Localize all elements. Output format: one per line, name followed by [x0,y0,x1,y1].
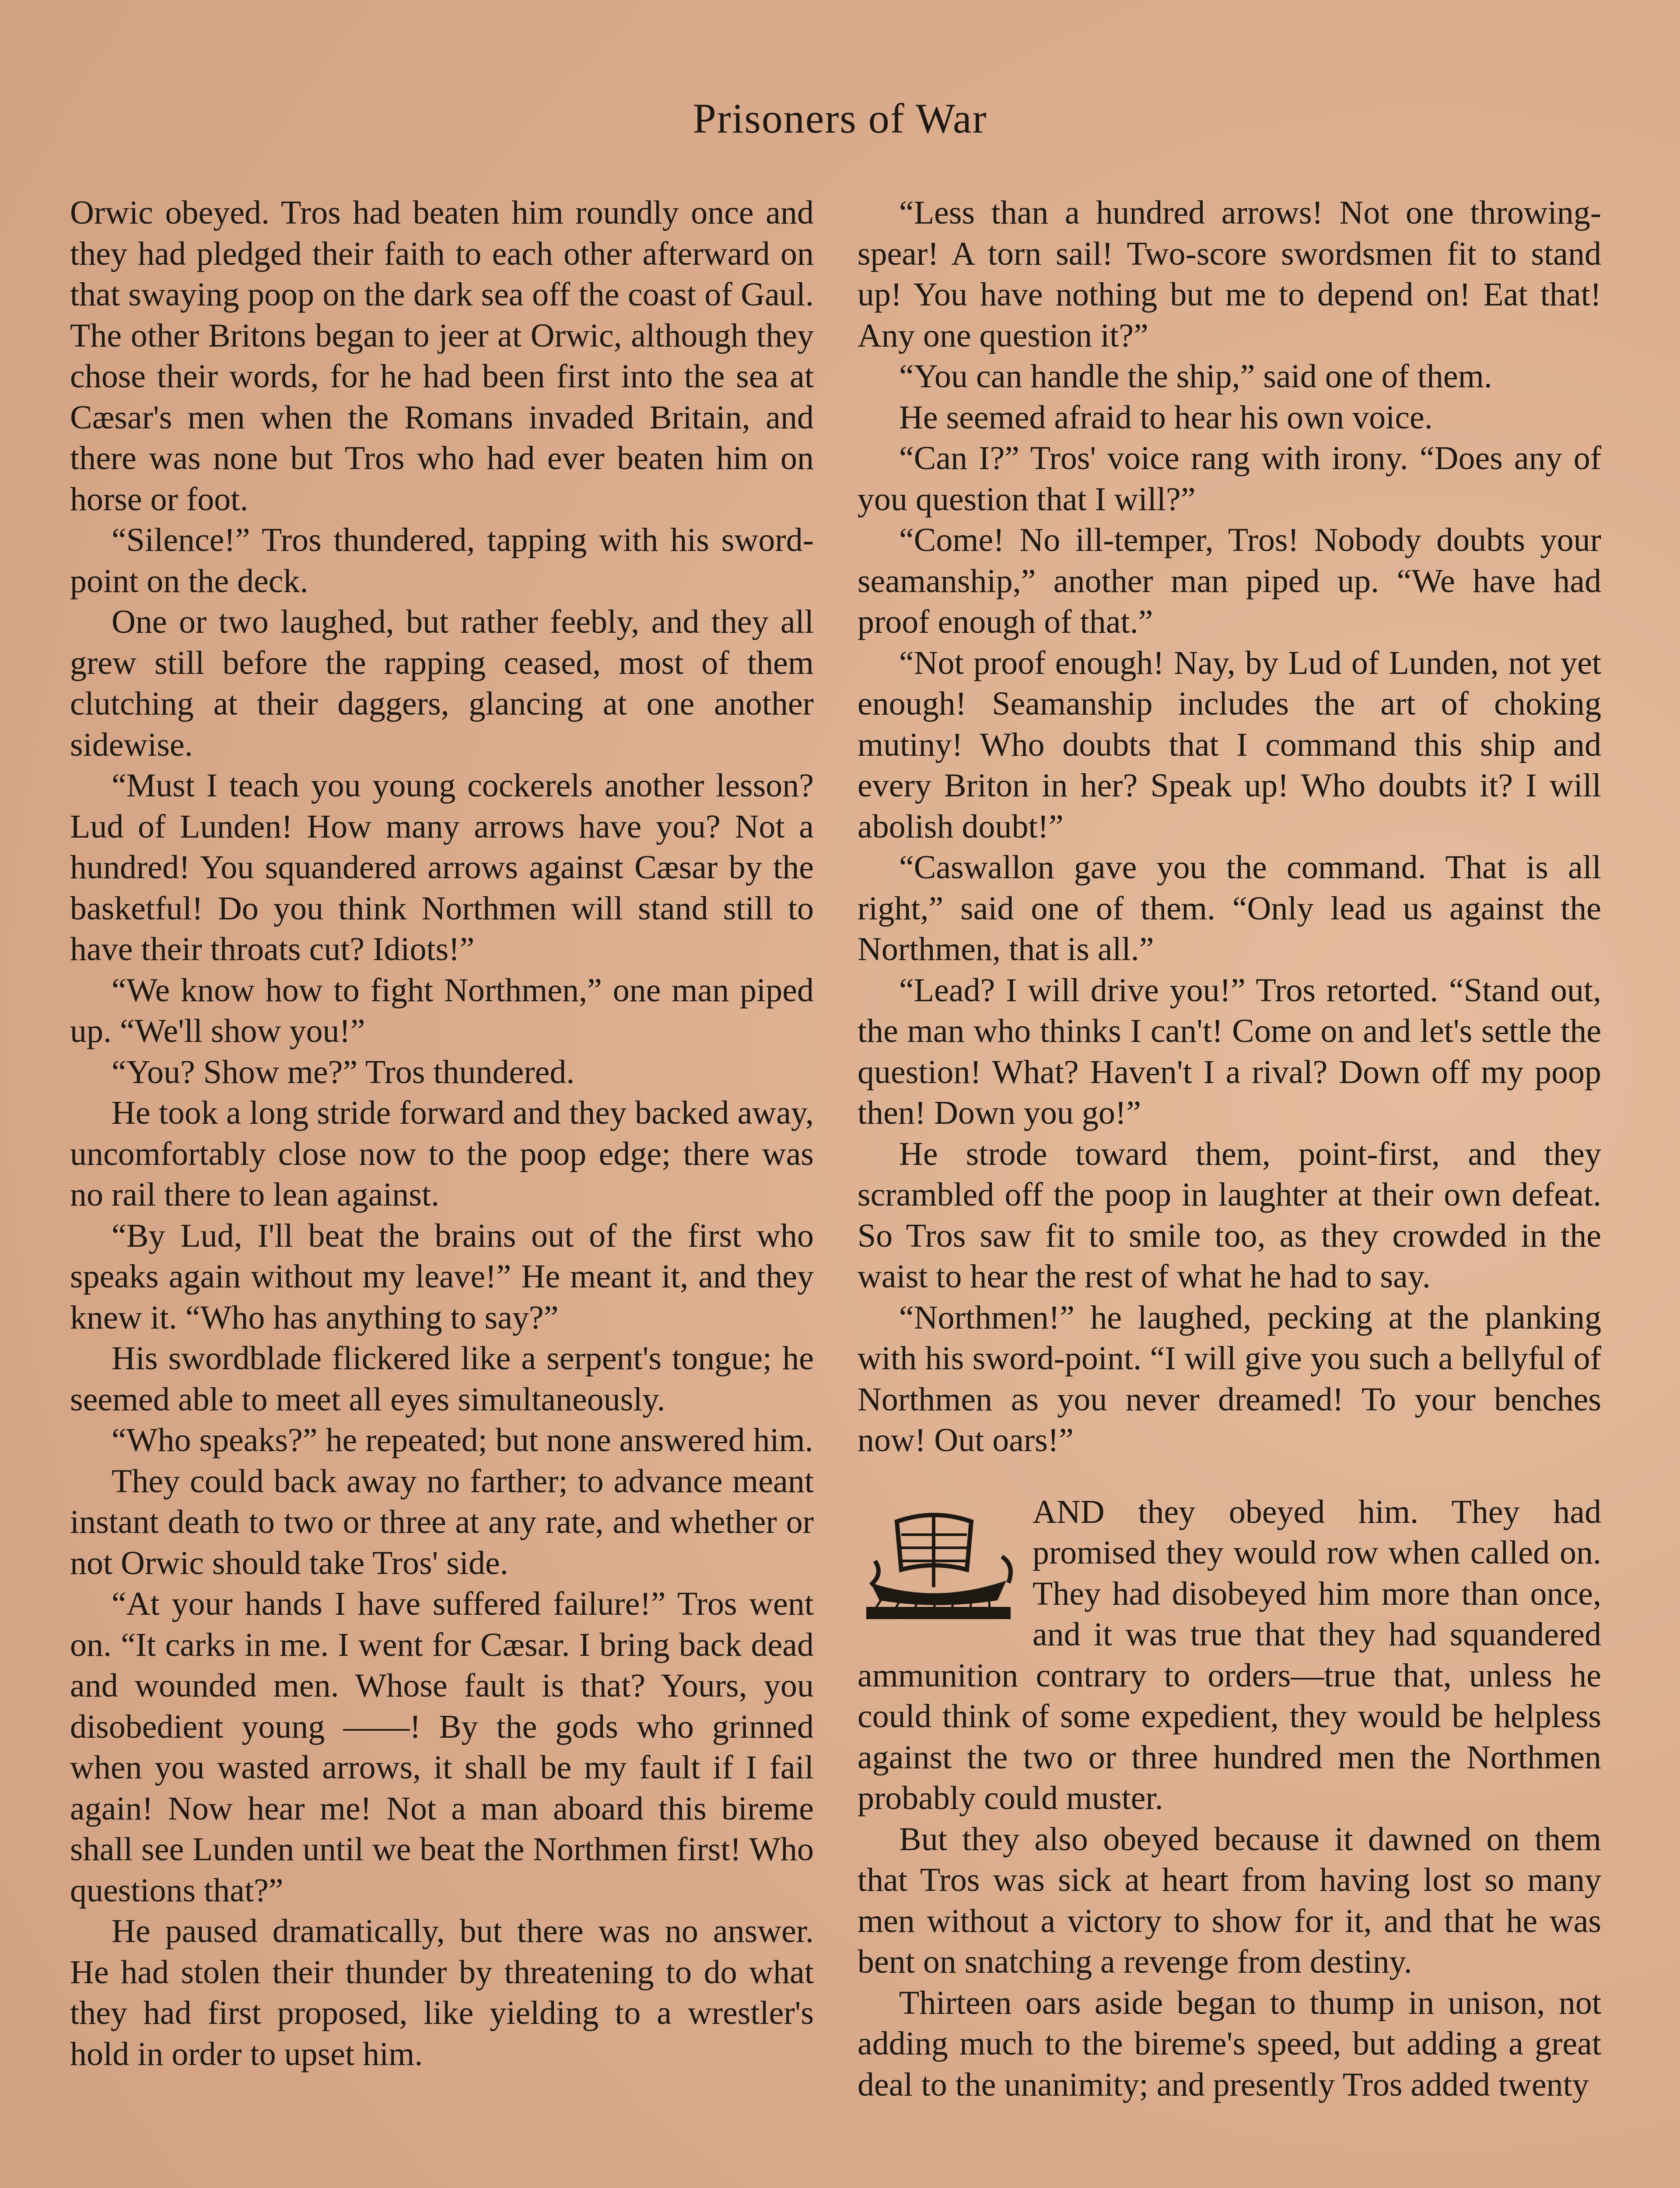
page-title: Prisoners of War [693,95,987,142]
paragraph: “Silence!” Tros thundered, tapping with his sword-point on the deck. [70,522,814,600]
section-break [858,1461,1601,1492]
paragraph: “At your hands I have suffered failure!” Tros went on. “It carks in me. I went for Cæsar. I bring back dead and wounded men. Whose fault is that? Yours, you disobedient young ——! By the gods who grinned when you wasted arrows, it shall be my fault if I fail again! Now hear me! Not a man aboard this bireme shall see Lunden until we beat the Northmen first! Who questions that?” [70,1585,814,1909]
paragraph: “Caswallon gave you the command. That is all right,” said one of them. “Only lead us against the Northmen, that is all.” [858,849,1601,968]
paragraph: One or two laughed, but rather feebly, and they all grew still before the rapping ceased, most of them clutching at their daggers, glancing at one another sidewise. [70,603,814,763]
paragraph: “Northmen!” he laughed, pecking at the planking with his sword-point. “I will give you such a bellyful of Northmen as you never dreamed! To your benches now! Out oars!” [858,1299,1601,1459]
paragraph: AND they obeyed him. They had promised they would row when called on. They had disobeyed him more than once, and it was true that they had squandered ammunition contrary to orders—true that, unless he could think of some expedient, they would be helpless against the two or three hundred men the Northmen probably could muster. [858,1493,1601,1816]
paragraph: He strode toward them, point-first, and they scrambled off the poop in laughter at their own defeat. So Tros saw fit to smile too, as they crowded in the waist to hear the rest of what he had to say. [858,1135,1601,1295]
paragraph: “Come! No ill-temper, Tros! Nobody doubts your seamanship,” another man piped up. “We have had proof enough of that.” [858,522,1601,640]
paragraph: “Less than a hundred arrows! Not one throwing-spear! A torn sail! Two-score swordsmen fit to stand up! You have nothing but me to depend on! Eat that! Any one question it?” [858,194,1601,354]
paragraph: He paused dramatically, but there was no answer. He had stolen their thunder by threatening to do what they had first proposed, like yielding to a wrestler's hold in order to upset him. [70,1913,814,2072]
galley-ship-icon [858,1495,1019,1627]
paragraph: “Who speaks?” he repeated; but none answered him. [112,1422,813,1459]
paragraph: “Must I teach you young cockerels another lesson? Lud of Lunden! How many arrows have you? Not a hundred! You squandered arrows against Cæsar by the basketful! Do you think Northmen will stand still to have their throats cut? Idiots!” [70,767,814,968]
paragraph: His swordblade flickered like a serpent's tongue; he seemed able to meet all eyes simultaneously. [70,1340,814,1418]
left-column [70,193,814,2188]
paragraph: “We know how to fight Northmen,” one man piped up. “We'll show you!” [70,971,814,1049]
paragraph: “Lead? I will drive you!” Tros retorted. “Stand out, the man who thinks I can't! Come on and let's settle the question! What? Haven't I a rival? Down off my poop then! Down you go!” [858,971,1601,1131]
paragraph: But they also obeyed because it dawned on them that Tros was sick at heart from having lost so many men without a victory to show for it, and that he was bent on snatching a revenge from destiny. [858,1820,1601,1980]
paragraph: “Not proof enough! Nay, by Lud of Lunden, not yet enough! Seamanship includes the art of choking mutiny! Who doubts that I command this ship and every Briton in her? Speak up! Who doubts it? I will abolish doubt!” [858,644,1601,845]
paragraph: “You can handle the ship,” said one of them. [899,358,1492,395]
paragraph: They could back away no farther; to advance meant instant death to two or three at any rate, and whether or not Orwic should take Tros' side. [70,1462,814,1581]
paragraph: He took a long stride forward and they backed away, uncomfortably close now to the poop edge; there was no rail there to lean against. [70,1094,814,1213]
paragraph: “By Lud, I'll beat the brains out of the first who speaks again without my leave!” He meant it, and they knew it. “Who has anything to say?” [70,1217,814,1336]
paragraph: He seemed afraid to hear his own voice. [899,399,1433,436]
paragraph: Orwic obeyed. Tros had beaten him roundly once and they had pledged their faith to each other afterward on that swaying poop on the dark sea off the coast of Gaul. The other Britons began to jeer at Orwic, although they chose their words, for he had been first into the sea at Cæsar's men when the Romans invaded Britain, and there was none but Tros who had ever beaten him on horse or foot. [70,194,814,518]
paragraph: Thirteen oars aside began to thump in unison, not adding much to the bireme's speed, but adding a great deal to the unanimity; and presently Tros added twenty [858,1984,1601,2103]
paragraph: “You? Show me?” Tros thundered. [112,1053,575,1090]
paragraph: “Can I?” Tros' voice rang with irony. “Does any of you question that I will?” [858,440,1601,518]
right-column [858,193,1601,2188]
